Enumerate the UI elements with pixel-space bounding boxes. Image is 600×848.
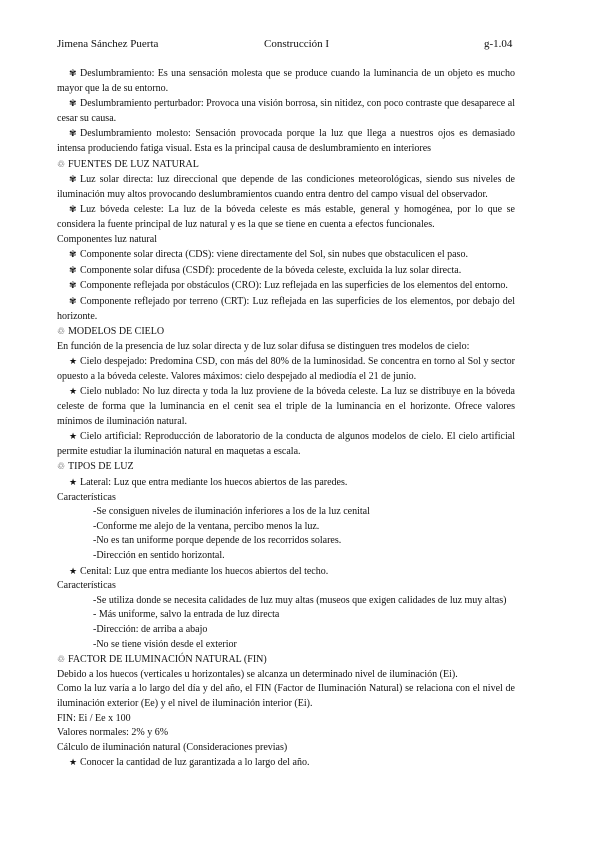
paragraph bbox=[57, 340, 515, 355]
bullet-item bbox=[57, 384, 515, 429]
line-text: Componente solar directa (CDS): viene directamente del Sol, sin nubes que obstaculicen el paso. bbox=[80, 249, 468, 261]
star-bullet-icon: ★ bbox=[69, 356, 78, 367]
section-heading bbox=[57, 324, 515, 340]
line-text: -Se utiliza donde se necesita calidades de luz muy altas (museos que exigen calidades de luz muy altas) bbox=[93, 594, 507, 606]
star-bullet-icon: ★ bbox=[69, 431, 78, 442]
document-body bbox=[57, 66, 515, 771]
paragraph bbox=[57, 579, 515, 594]
paragraph bbox=[57, 726, 515, 741]
flower-bullet-icon: ✾ bbox=[69, 174, 77, 185]
line-text: FACTOR DE ILUMINACIÓN NATURAL (FIN) bbox=[68, 654, 267, 666]
line-text: Deslumbramiento perturbador: Provoca una visión borrosa, sin nitidez, con poco contraste que desaparece al cesar su causa. bbox=[57, 98, 515, 124]
bullet-item bbox=[57, 354, 515, 384]
bullet-item bbox=[57, 66, 515, 96]
bullet-item bbox=[57, 126, 515, 156]
bullet-item bbox=[57, 294, 515, 324]
section-heading bbox=[57, 459, 515, 475]
indented-line bbox=[57, 520, 515, 535]
line-text: En función de la presencia de luz solar directa y de luz solar difusa se distinguen tres modelos de cielo: bbox=[57, 340, 470, 352]
bullet-item bbox=[57, 96, 515, 126]
flower-bullet-icon: ✾ bbox=[69, 68, 77, 78]
line-text: Valores normales: 2% y 6% bbox=[57, 727, 169, 739]
flower-bullet-icon: ✾ bbox=[69, 280, 77, 291]
section-heading bbox=[57, 157, 515, 173]
bullet-item bbox=[57, 475, 515, 491]
bullet-item bbox=[57, 278, 515, 294]
line-text: Luz solar directa: luz direccional que depende de las condiciones meteorológicas, siendo sus niveles de iluminación muy altos provocando deslumbramientos cuando entra dentro del campo visual del observador. bbox=[57, 174, 515, 200]
line-text: Cielo despejado: Predomina CSD, con más del 80% de la luminosidad. Se concentra en torno al Sol y sector opuesto a la bóveda celeste. Valores máximos: cielo despejado al mediodía el 21 de junio. bbox=[57, 356, 515, 382]
section-marker-icon: ♲ bbox=[57, 461, 66, 472]
line-text: Componente reflejado por terreno (CRT): Luz reflejada en las superficies de los elementos, por debajo del horizonte. bbox=[57, 295, 515, 322]
indented-line bbox=[57, 549, 515, 564]
line-text: -Dirección: de arriba a abajo bbox=[93, 623, 208, 635]
star-bullet-icon: ★ bbox=[69, 386, 78, 397]
line-text: -No se tiene visión desde el exterior bbox=[93, 638, 237, 650]
section-marker-icon: ♲ bbox=[57, 158, 66, 169]
paragraph bbox=[57, 682, 515, 711]
line-text: TIPOS DE LUZ bbox=[68, 461, 134, 473]
section-heading bbox=[57, 652, 515, 668]
paragraph bbox=[57, 741, 515, 756]
flower-bullet-icon: ✾ bbox=[69, 98, 77, 109]
line-text: Deslumbramiento molesto: Sensación provocada porque la luz que llega a nuestros ojos es demasiado intensa produciendo fatiga visual. Esta es la principal causa de deslumbramiento en interiores bbox=[57, 128, 515, 154]
line-text: Conocer la cantidad de luz garantizada a lo largo del año. bbox=[80, 757, 310, 769]
bullet-item bbox=[57, 755, 515, 771]
line-text: Como la luz varía a lo largo del día y del año, el FIN (Factor de Iluminación Natural) se relaciona con el nivel de iluminación exterior (Ee) y el nivel de iluminación interior (Ei). bbox=[57, 683, 515, 709]
section-marker-icon: ♲ bbox=[57, 654, 66, 665]
indented-line bbox=[57, 623, 515, 638]
line-text: Cielo artificial: Reproducción de laboratorio de la conducta de algunos modelos de cielo. El cielo artificial permite estudiar la iluminación natural en maquetas a escala. bbox=[57, 431, 515, 457]
flower-bullet-icon: ✾ bbox=[69, 295, 77, 306]
line-text: FUENTES DE LUZ NATURAL bbox=[68, 158, 199, 170]
paragraph bbox=[57, 712, 515, 727]
bullet-item bbox=[57, 564, 515, 580]
header-course: Construcción I bbox=[264, 38, 330, 50]
indented-line bbox=[57, 638, 515, 653]
line-text: Luz bóveda celeste: La luz de la bóveda celeste es más estable, general y homogénea, por lo que se considera la fuente principal de luz natural y es la que se tiene en cuenta a efectos funcionales. bbox=[57, 204, 515, 230]
paragraph bbox=[57, 668, 515, 683]
flower-bullet-icon: ✾ bbox=[69, 249, 77, 260]
flower-bullet-icon: ✾ bbox=[69, 204, 77, 215]
indented-line bbox=[57, 608, 515, 623]
flower-bullet-icon: ✾ bbox=[69, 128, 77, 139]
line-text: -No es tan uniforme porque depende de los recorridos solares. bbox=[93, 535, 342, 547]
flower-bullet-icon: ✾ bbox=[69, 264, 77, 275]
bullet-item bbox=[57, 172, 515, 202]
indented-line bbox=[57, 505, 515, 520]
line-text: Debido a los huecos (verticales u horizontales) se alcanza un determinado nivel de iluminación (Ei). bbox=[57, 668, 458, 680]
bullet-item bbox=[57, 247, 515, 263]
bullet-item bbox=[57, 429, 515, 459]
line-text: MODELOS DE CIELO bbox=[68, 326, 165, 338]
bullet-item bbox=[57, 202, 515, 232]
line-text: Cálculo de iluminación natural (Consideraciones previas) bbox=[57, 741, 288, 753]
line-text: - Más uniforme, salvo la entrada de luz directa bbox=[93, 609, 280, 621]
line-text: -Dirección en sentido horizontal. bbox=[93, 550, 225, 561]
line-text: Lateral: Luz que entra mediante los huecos abiertos de las paredes. bbox=[80, 477, 348, 489]
bullet-item bbox=[57, 263, 515, 279]
line-text: Componente solar difusa (CSDf): procedente de la bóveda celeste, excluida la luz solar directa. bbox=[80, 264, 462, 276]
star-bullet-icon: ★ bbox=[69, 757, 78, 768]
line-text: -Se consiguen niveles de iluminación inferiores a los de la luz cenital bbox=[93, 506, 370, 518]
line-text: FIN: Ei / Ee x 100 bbox=[57, 712, 131, 724]
star-bullet-icon: ★ bbox=[69, 477, 78, 488]
header-page-id: g-1.04 bbox=[484, 38, 513, 50]
paragraph bbox=[57, 233, 515, 248]
header-author: Jimena Sánchez Puerta bbox=[57, 38, 159, 50]
line-text: Deslumbramiento: Es una sensación molesta que se produce cuando la luminancia de un objeto es mucho mayor que la de su entorno. bbox=[57, 68, 515, 94]
line-text: Componente reflejada por obstáculos (CRO): Luz reflejada en las superficies de los elementos del entorno. bbox=[80, 280, 508, 292]
paragraph bbox=[57, 491, 515, 506]
line-text: Cielo nublado: No luz directa y toda la luz proviene de la bóveda celeste. La luz se distribuye en la bóveda celeste de forma que la luminancia en el cenit sea el triple de la luminancia en el horizonte. Ofrece valores mínimos de iluminación natural. bbox=[57, 386, 515, 427]
line-text: -Conforme me alejo de la ventana, percibo menos la luz. bbox=[93, 520, 320, 532]
line-text: Características bbox=[57, 491, 116, 503]
line-text: Cenital: Luz que entra mediante los huecos abiertos del techo. bbox=[80, 565, 329, 577]
star-bullet-icon: ★ bbox=[69, 565, 78, 576]
indented-line bbox=[57, 594, 515, 609]
line-text: Componentes luz natural bbox=[57, 233, 157, 245]
indented-line bbox=[57, 534, 515, 549]
line-text: Características bbox=[57, 580, 116, 592]
section-marker-icon: ♲ bbox=[57, 326, 66, 337]
